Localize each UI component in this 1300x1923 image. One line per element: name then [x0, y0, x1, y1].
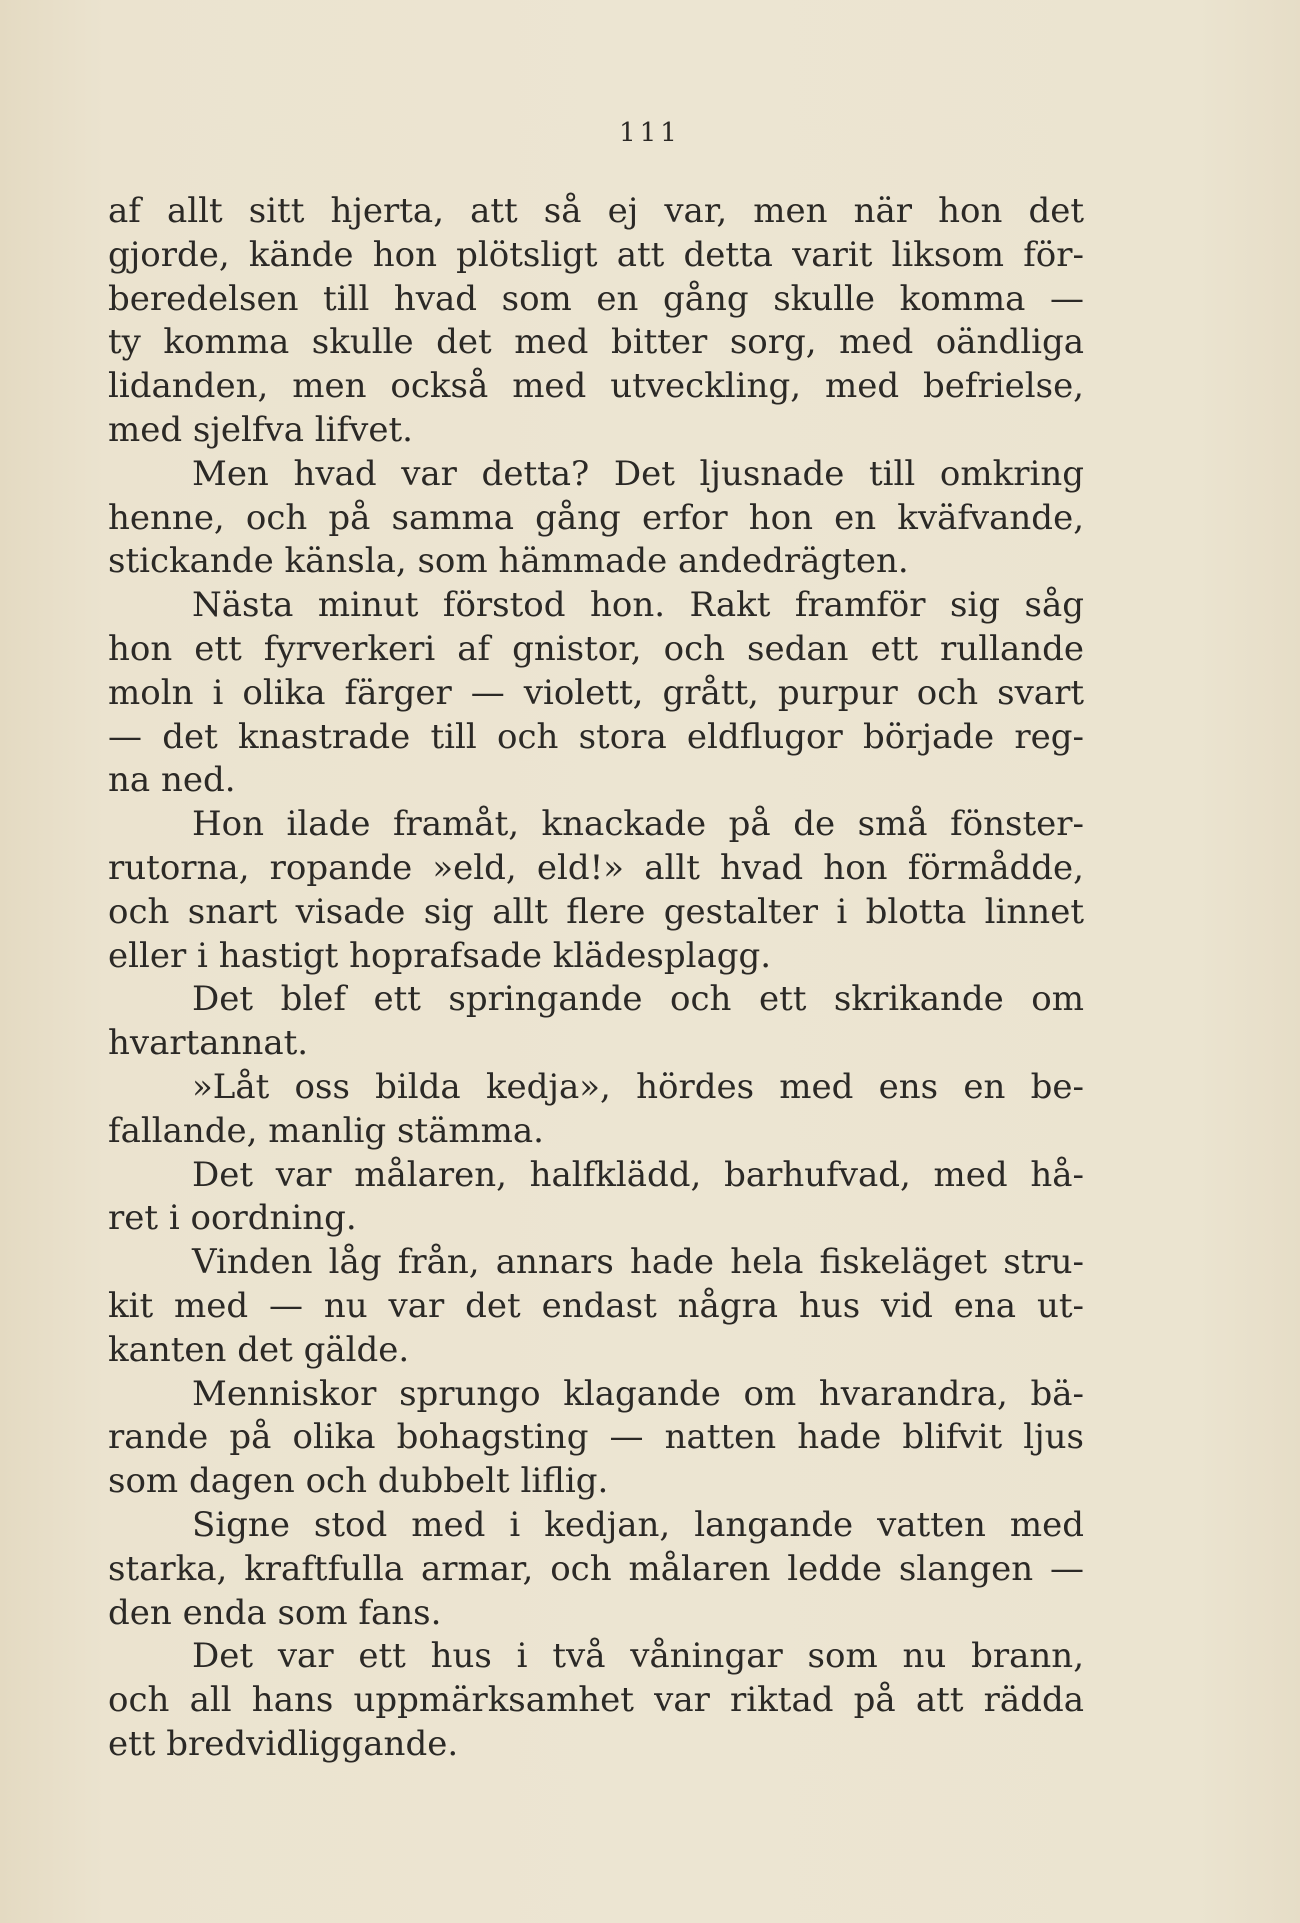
text-line: rande på olika bohagsting — natten hade blifvit ljus [108, 1417, 1084, 1458]
text-line: »Låt oss bilda kedja», hördes med ens en be- [192, 1066, 1084, 1107]
text-line: rutorna, ropande »eld, eld!» allt hvad hon förmådde, [108, 847, 1084, 888]
text-line: Nästa minut förstod hon. Rakt framför sig såg [192, 585, 1084, 626]
text-line: Det blef ett springande och ett skrikande om [192, 979, 1084, 1020]
text-line: moln i olika färger — violett, grått, purpur och svart [108, 672, 1084, 713]
text-line: beredelsen till hvad som en gång skulle komma — [108, 278, 1084, 319]
text-line: Hon ilade framåt, knackade på de små fönster- [192, 804, 1084, 845]
body-text [108, 190, 1084, 1767]
text-line: Men hvad var detta? Det ljusnade till omkring [192, 453, 1084, 494]
text-line: starka, kraftfulla armar, och målaren ledde slangen — [108, 1548, 1084, 1589]
page-number: 111 [619, 118, 681, 148]
text-line: gjorde, kände hon plötsligt att detta varit liksom för- [108, 234, 1084, 275]
text-line: Signe stod med i kedjan, langande vatten med [192, 1504, 1084, 1545]
text-line: Det var målaren, halfklädd, barhufvad, med hå- [192, 1154, 1084, 1195]
text-line: ett bredvidliggande. [108, 1723, 459, 1764]
text-line: Vinden låg från, annars hade hela fiskeläget stru- [192, 1242, 1084, 1283]
text-line: fallande, manlig stämma. [108, 1110, 544, 1151]
text-line: Menniskor sprungo klagande om hvarandra, bä- [192, 1373, 1084, 1414]
text-line: af allt sitt hjerta, att så ej var, men när hon det [108, 191, 1084, 231]
text-line: henne, och på samma gång erfor hon en kväfvande, [108, 497, 1084, 538]
text-line: ty komma skulle det med bitter sorg, med oändliga [108, 322, 1084, 363]
text-line: stickande känsla, som hämmade andedrägten. [108, 541, 909, 582]
text-line: na ned. [108, 760, 236, 801]
text-line: — det knastrade till och stora eldflugor började reg- [108, 716, 1084, 757]
text-line: hvartannat. [108, 1023, 309, 1064]
text-line: kanten det gälde. [108, 1329, 410, 1370]
text-line: eller i hastigt hoprafsade klädesplagg. [108, 935, 772, 976]
text-line: och snart visade sig allt flere gestalter i blotta linnet [108, 891, 1084, 932]
text-line: hon ett fyrverkeri af gnistor, och sedan ett rullande [108, 628, 1084, 669]
text-line: ret i oordning. [108, 1198, 357, 1239]
text-line: den enda som fans. [108, 1592, 442, 1633]
text-line: kit med — nu var det endast några hus vid ena ut- [108, 1285, 1084, 1326]
text-line: med sjelfva lifvet. [108, 409, 413, 450]
text-line: som dagen och dubbelt liflig. [108, 1461, 609, 1502]
text-line: och all hans uppmärksamhet var riktad på att rädda [108, 1680, 1084, 1721]
text-line: Det var ett hus i två våningar som nu brann, [192, 1636, 1084, 1677]
text-line: lidanden, men också med utveckling, med befrielse, [108, 366, 1084, 407]
